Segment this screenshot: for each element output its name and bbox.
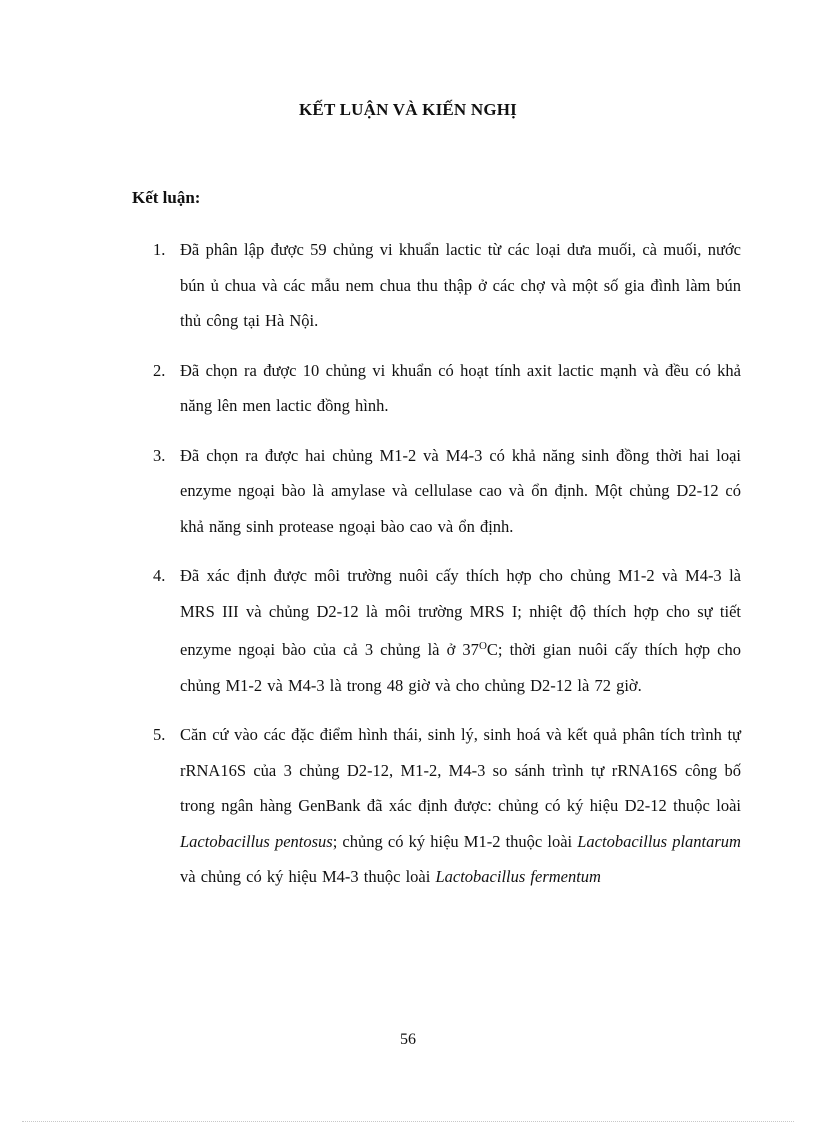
conclusion-item [153,717,741,895]
conclusion-item-text [180,438,741,545]
page-title: KẾT LUẬN VÀ KIẾN NGHỊ [298,100,517,119]
species-name: Lactobacillus pentosus [180,831,333,851]
conclusion-item [153,353,741,424]
conclusion-item [153,438,741,545]
conclusion-item-number: 2. [153,360,166,380]
conclusion-list [153,232,741,909]
conclusion-item [153,232,741,339]
section-heading: Kết luận: [132,188,201,207]
page-bottom-divider [22,1121,794,1122]
species-name: Lactobacillus fermentum [435,867,601,886]
text-run: Đã chọn ra được 10 chủng vi khuẩn có hoạt tính axit lactic mạnh và đều có khả năng lên men lactic đồng hình. [180,360,741,415]
text-run: C; thời gian nuôi cấy thích hợp cho chủng M1-2 và M4-3 là trong 48 giờ và cho chủng D2-12 là 72 giờ. [180,640,741,695]
conclusion-item-text [180,353,741,424]
conclusion-item-text [180,717,741,895]
conclusion-item-text [180,232,741,339]
degree-superscript: O [478,640,487,652]
conclusion-item-number: 3. [153,445,166,465]
conclusion-item [153,558,741,703]
text-run: Đã xác định được môi trường nuôi cấy thích hợp cho chủng M1-2 và M4-3 là MRS III và chủng D2-12 là môi trường MRS I; nhiệt độ thích hợp cho sự tiết enzyme ngoại bào của cả 3 chủng là ở 37 [180,566,741,659]
text-run: Đã chọn ra được hai chủng M1-2 và M4-3 có khả năng sinh đồng thời hai loại enzyme ngoại bào là amylase và cellulase cao và ổn định. Một chủng D2-12 có khả năng sinh protease ngoại bào cao và ổn định. [180,445,741,536]
conclusion-item-text [180,558,741,703]
text-run: Đã phân lập được 59 chủng vi khuẩn lactic từ các loại dưa muối, cà muối, nước bún ủ chua và các mẫu nem chua thu thập ở các chợ và một số gia đình làm bún thủ công tại Hà Nội. [180,240,741,330]
text-run: ; chủng có ký hiệu M1-2 thuộc loài [332,831,578,851]
page-number: 56 [400,1031,416,1048]
conclusion-item-number: 5. [153,725,166,744]
conclusion-item-number: 1. [153,240,166,259]
text-run: và chủng có ký hiệu M4-3 thuộc loài [180,867,436,886]
text-run: Căn cứ vào các đặc điểm hình thái, sinh lý, sinh hoá và kết quả phân tích trình tự rRNA16S của 3 chủng D2-12, M1-2, M4-3 so sánh trình tự rRNA16S công bố trong ngân hàng GenBank đã xác định được: chủng có ký hiệu D2-12 thuộc loài [180,725,741,815]
conclusion-item-number: 4. [153,566,166,585]
species-name: Lactobacillus plantarum [577,831,741,851]
